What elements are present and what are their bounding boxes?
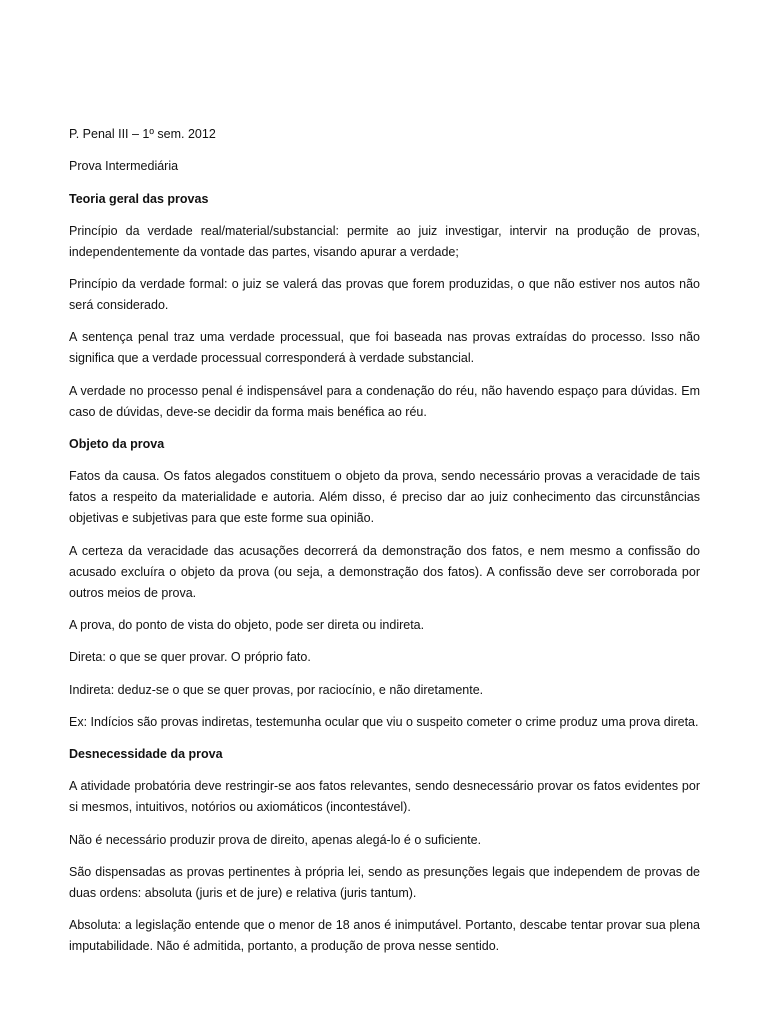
- paragraph-formal-truth: Princípio da verdade formal: o juiz se valerá das provas que forem produzidas, o que não estiver nos autos não será considerado.: [69, 277, 700, 313]
- paragraph-real-truth: Princípio da verdade real/material/substancial: permite ao juiz investigar, intervir na produção de provas, independentemente da vontade das partes, visando apurar a verdade;: [69, 223, 700, 259]
- document-subtitle: Prova Intermediária: [69, 159, 179, 174]
- paragraph-legal-presumptions: São dispensadas as provas pertinentes à própria lei, sendo as presunções legais que independem de provas de duas ordens: absoluta (juris et de jure) e relativa (juris tantum).: [69, 865, 700, 901]
- paragraph-relevant-facts: A atividade probatória deve restringir-se aos fatos relevantes, sendo desnecessário provar os fatos evidentes por si mesmos, intuitivos, notórios ou axiomáticos (incontestável).: [69, 779, 700, 815]
- paragraph-example: Ex: Indícios são provas indiretas, testemunha ocular que viu o suspeito cometer o crime produz uma prova direta.: [69, 714, 699, 729]
- paragraph-proof-of-law: Não é necessário produzir prova de direito, apenas alegá-lo é o suficiente.: [69, 832, 482, 847]
- paragraph-truth-conviction: A verdade no processo penal é indispensável para a condenação do réu, não havendo espaço para dúvidas. Em caso de dúvidas, deve-se decidir da forma mais benéfica ao réu.: [69, 383, 700, 419]
- document-page: [69, 124, 700, 969]
- section-heading-unnecessary: Desnecessidade da prova: [69, 747, 223, 762]
- paragraph-procedural-truth: A sentença penal traz uma verdade processual, que foi baseada nas provas extraídas do processo. Isso não significa que a verdade processual corresponderá à verdade substancial.: [69, 330, 700, 366]
- paragraph-absolute: Absoluta: a legislação entende que o menor de 18 anos é inimputável. Portanto, descabe tentar provar sua plena imputabilidade. Não é admitida, portanto, a produção de prova nesse sentido.: [69, 918, 700, 954]
- paragraph-indirect: Indireta: deduz-se o que se quer provas, por raciocínio, e não diretamente.: [69, 682, 484, 697]
- paragraph-facts-of-case: Fatos da causa. Os fatos alegados constituem o objeto da prova, sendo necessário provas a veracidade de tais fatos a respeito da materialidade e autoria. Além disso, é preciso dar ao juiz conhecimento das circunstâncias objetivas e subjetivas para que este forme sua opinião.: [69, 469, 700, 526]
- paragraph-certainty: A certeza da veracidade das acusações decorrerá da demonstração dos fatos, e nem mesmo a confissão do acusado excluíra o objeto da prova (ou seja, a demonstração dos fatos). A confissão deve ser corroborada por outros meios de prova.: [69, 543, 700, 600]
- paragraph-direct-indirect: A prova, do ponto de vista do objeto, pode ser direta ou indireta.: [69, 617, 425, 632]
- document-title: P. Penal III – 1º sem. 2012: [69, 127, 216, 141]
- paragraph-direct: Direta: o que se quer provar. O próprio fato.: [69, 650, 311, 665]
- section-heading-theory: Teoria geral das provas: [69, 191, 209, 206]
- section-heading-object: Objeto da prova: [69, 437, 165, 452]
